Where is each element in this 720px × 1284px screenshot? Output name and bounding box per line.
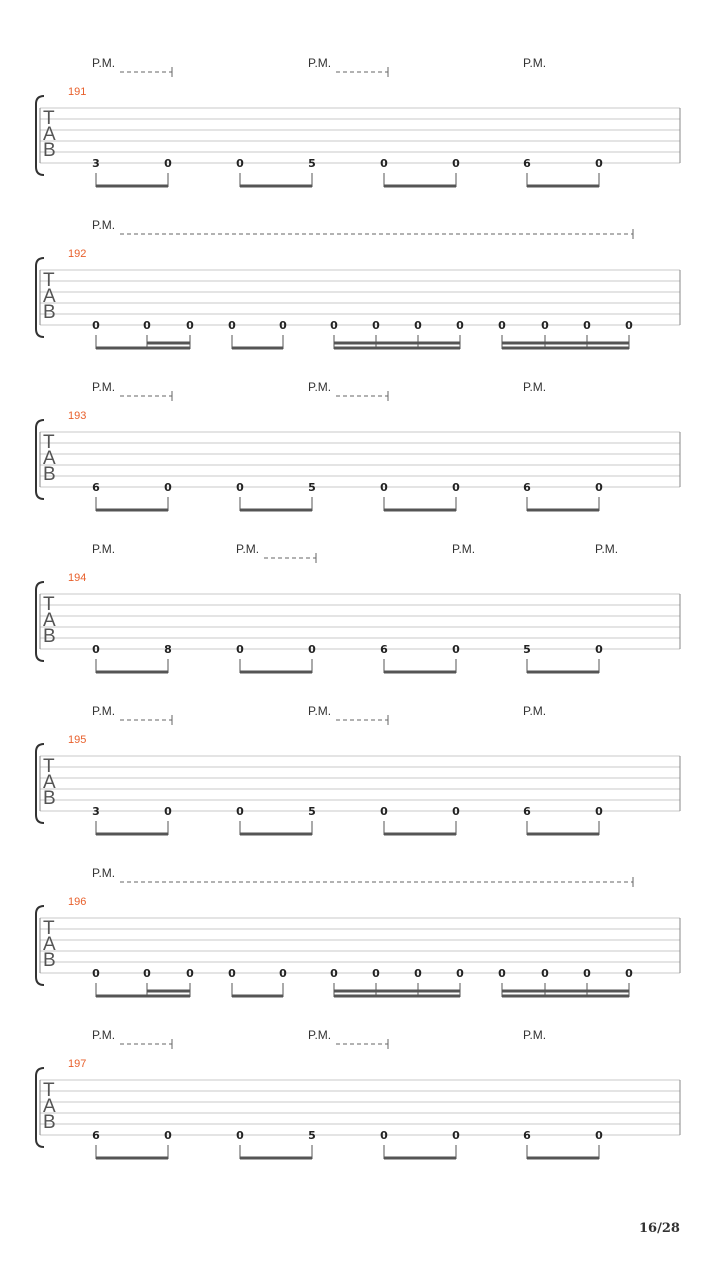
fret-number: 3 — [92, 157, 100, 170]
fret-number: 0 — [452, 1129, 460, 1142]
fret-number: 0 — [414, 319, 422, 332]
tab-system — [36, 380, 680, 511]
tab-clef-letter: B — [43, 950, 56, 971]
fret-number: 0 — [92, 319, 100, 332]
palm-mute-label: P.M. — [523, 56, 547, 70]
measure-number: 194 — [68, 572, 87, 584]
fret-number: 0 — [279, 319, 287, 332]
fret-number: 0 — [456, 967, 464, 980]
palm-mute-label: P.M. — [92, 218, 116, 232]
fret-number: 0 — [583, 319, 591, 332]
tab-clef-letter: A — [43, 610, 56, 631]
fret-number: 0 — [92, 643, 100, 656]
measure-number: 197 — [68, 1058, 87, 1070]
fret-number: 0 — [372, 319, 380, 332]
fret-number: 0 — [164, 157, 172, 170]
tab-clef-letter: A — [43, 772, 56, 793]
tab-clef-letter: A — [43, 934, 56, 955]
fret-number: 0 — [498, 967, 506, 980]
tab-system — [36, 866, 680, 997]
measure-number: 196 — [68, 896, 87, 908]
fret-number: 0 — [236, 805, 244, 818]
tab-system — [36, 704, 680, 835]
fret-number: 5 — [308, 157, 316, 170]
fret-number: 0 — [236, 157, 244, 170]
tab-clef-letter: B — [43, 302, 56, 323]
fret-number: 0 — [452, 643, 460, 656]
fret-number: 0 — [228, 319, 236, 332]
fret-number: 0 — [164, 805, 172, 818]
palm-mute-label: P.M. — [523, 380, 547, 394]
tab-clef-letter: B — [43, 788, 56, 809]
fret-number: 0 — [625, 967, 633, 980]
tab-clef-letter: B — [43, 1112, 56, 1133]
fret-number: 0 — [583, 967, 591, 980]
palm-mute-label: P.M. — [308, 1028, 332, 1042]
palm-mute-label: P.M. — [92, 56, 116, 70]
fret-number: 6 — [523, 1129, 531, 1142]
tab-system — [36, 1028, 680, 1159]
fret-number: 0 — [279, 967, 287, 980]
tab-clef-letter: A — [43, 448, 56, 469]
palm-mute-label: P.M. — [308, 56, 332, 70]
palm-mute-label: P.M. — [236, 542, 260, 556]
fret-number: 0 — [228, 967, 236, 980]
fret-number: 0 — [414, 967, 422, 980]
tab-clef-letter: T — [43, 432, 55, 453]
tab-clef-letter: A — [43, 124, 56, 145]
fret-number: 5 — [523, 643, 531, 656]
fret-number: 8 — [164, 643, 172, 656]
tab-clef-letter: T — [43, 1080, 55, 1101]
fret-number: 0 — [143, 967, 151, 980]
fret-number: 5 — [308, 1129, 316, 1142]
tab-clef-letter: B — [43, 464, 56, 485]
measure-number: 195 — [68, 734, 87, 746]
fret-number: 0 — [380, 481, 388, 494]
palm-mute-label: P.M. — [92, 542, 116, 556]
fret-number: 0 — [452, 157, 460, 170]
page-number: 16/28 — [639, 1221, 680, 1236]
measure-number: 192 — [68, 248, 87, 260]
palm-mute-label: P.M. — [523, 1028, 547, 1042]
palm-mute-label: P.M. — [92, 1028, 116, 1042]
palm-mute-label: P.M. — [452, 542, 476, 556]
fret-number: 0 — [595, 805, 603, 818]
fret-number: 0 — [164, 1129, 172, 1142]
fret-number: 0 — [541, 319, 549, 332]
fret-number: 0 — [456, 319, 464, 332]
fret-number: 0 — [164, 481, 172, 494]
fret-number: 6 — [523, 481, 531, 494]
fret-number: 0 — [186, 967, 194, 980]
palm-mute-label: P.M. — [595, 542, 619, 556]
fret-number: 5 — [308, 805, 316, 818]
fret-number: 6 — [523, 157, 531, 170]
fret-number: 0 — [143, 319, 151, 332]
fret-number: 6 — [92, 1129, 100, 1142]
tab-clef-letter: T — [43, 918, 55, 939]
fret-number: 0 — [595, 157, 603, 170]
tab-system — [36, 542, 680, 673]
fret-number: 0 — [452, 805, 460, 818]
fret-number: 0 — [498, 319, 506, 332]
palm-mute-label: P.M. — [92, 380, 116, 394]
fret-number: 0 — [380, 157, 388, 170]
tab-clef-letter: B — [43, 140, 56, 161]
tab-clef-letter: T — [43, 108, 55, 129]
measure-number: 193 — [68, 410, 87, 422]
fret-number: 6 — [380, 643, 388, 656]
tab-system — [36, 218, 680, 349]
tab-clef-letter: T — [43, 756, 55, 777]
tab-system — [36, 56, 680, 187]
fret-number: 0 — [595, 643, 603, 656]
measure-number: 191 — [68, 86, 87, 98]
fret-number: 0 — [452, 481, 460, 494]
palm-mute-label: P.M. — [92, 704, 116, 718]
tab-clef-letter: T — [43, 270, 55, 291]
fret-number: 3 — [92, 805, 100, 818]
fret-number: 0 — [380, 805, 388, 818]
palm-mute-label: P.M. — [523, 704, 547, 718]
fret-number: 0 — [236, 481, 244, 494]
fret-number: 0 — [595, 481, 603, 494]
fret-number: 0 — [92, 967, 100, 980]
tab-clef-letter: B — [43, 626, 56, 647]
tab-clef-letter: A — [43, 1096, 56, 1117]
palm-mute-label: P.M. — [308, 704, 332, 718]
fret-number: 0 — [595, 1129, 603, 1142]
fret-number: 0 — [380, 1129, 388, 1142]
fret-number: 0 — [330, 319, 338, 332]
fret-number: 0 — [541, 967, 549, 980]
fret-number: 0 — [372, 967, 380, 980]
fret-number: 0 — [308, 643, 316, 656]
fret-number: 5 — [308, 481, 316, 494]
fret-number: 6 — [92, 481, 100, 494]
fret-number: 0 — [236, 1129, 244, 1142]
tab-clef-letter: T — [43, 594, 55, 615]
fret-number: 0 — [330, 967, 338, 980]
fret-number: 6 — [523, 805, 531, 818]
fret-number: 0 — [236, 643, 244, 656]
palm-mute-label: P.M. — [308, 380, 332, 394]
tab-clef-letter: A — [43, 286, 56, 307]
fret-number: 0 — [625, 319, 633, 332]
fret-number: 0 — [186, 319, 194, 332]
palm-mute-label: P.M. — [92, 866, 116, 880]
